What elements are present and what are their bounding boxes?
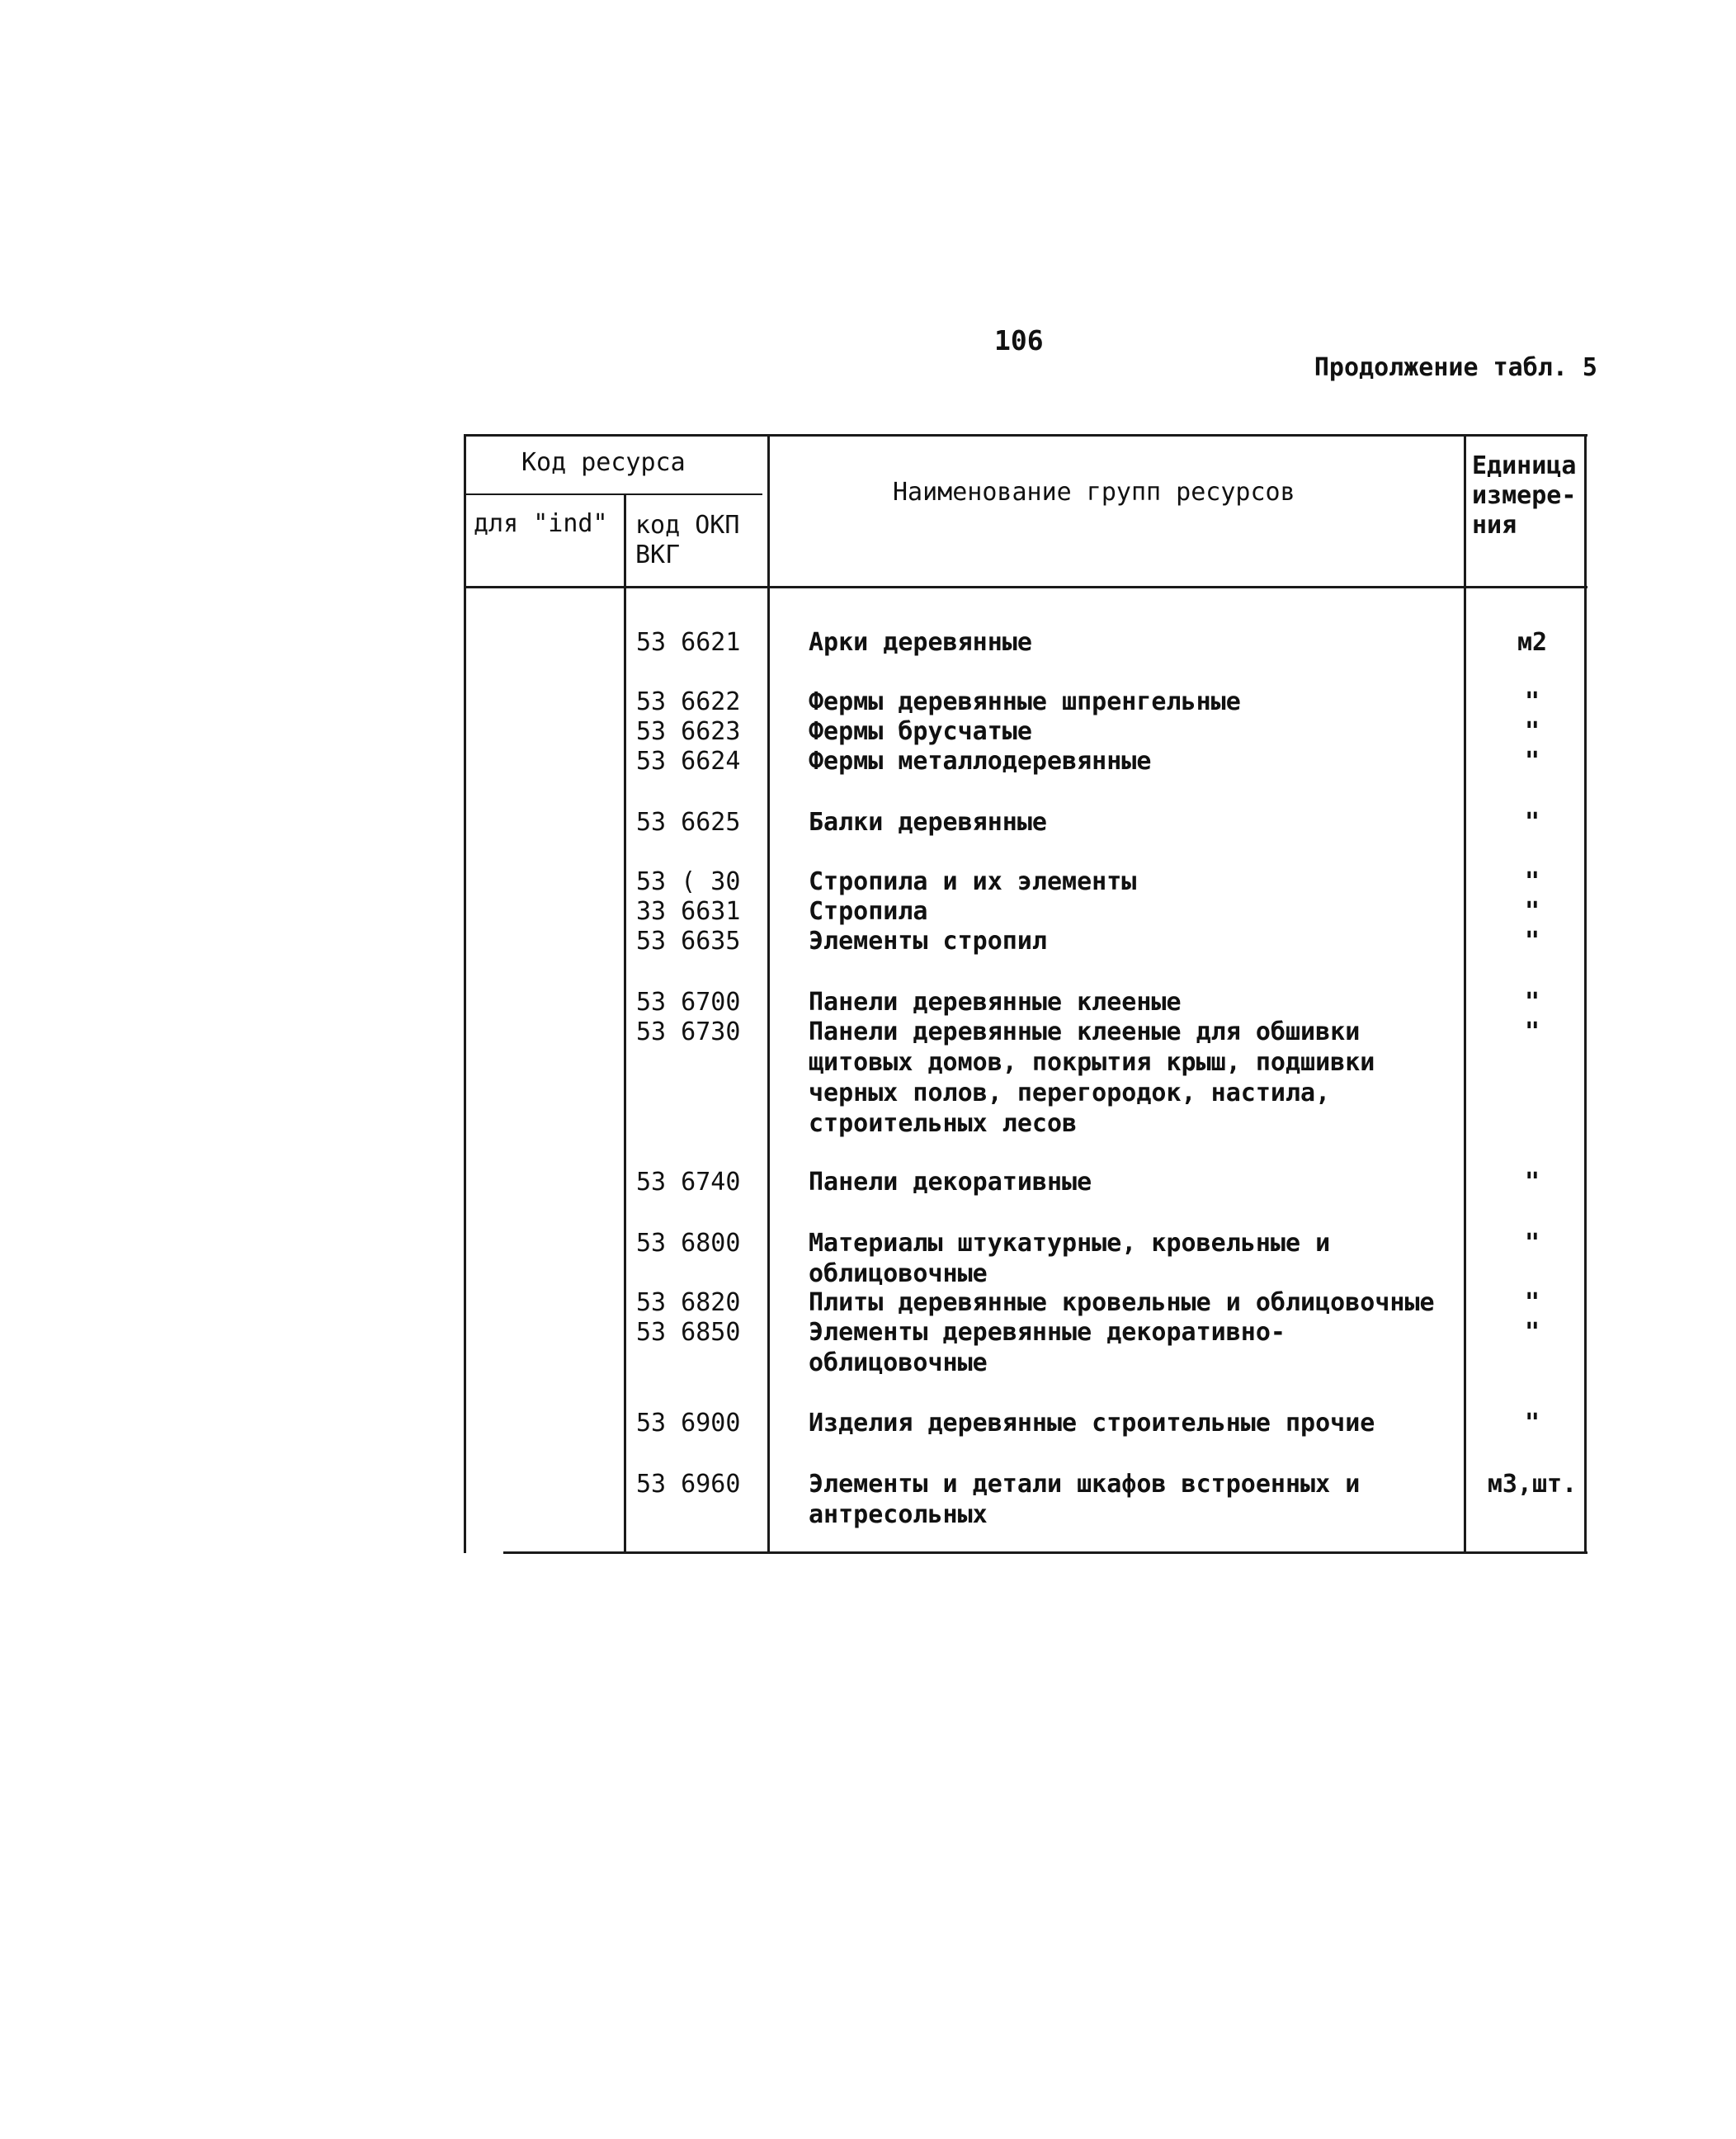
row-unit: ": [1524, 717, 1540, 746]
resource-table: [464, 434, 1587, 1553]
row-unit: ": [1524, 1168, 1540, 1197]
row-code: 53 6624: [636, 747, 741, 776]
header-unit-line2: измере-: [1472, 481, 1577, 510]
row-code: 53 6740: [636, 1168, 741, 1197]
row-unit: ": [1524, 927, 1540, 956]
row-name: Панели декоративные: [809, 1168, 1092, 1197]
col-divider-ind: [624, 493, 626, 1553]
header-sub-divider: [464, 493, 762, 495]
row-unit: м3,шт.: [1487, 1470, 1578, 1499]
row-code: 33 6631: [636, 897, 741, 926]
row-code: 53 6625: [636, 808, 741, 837]
header-resource-code: Код ресурса: [521, 448, 686, 477]
header-name: Наименование групп ресурсов: [893, 478, 1295, 507]
row-name: Плиты деревянные кровельные и облицовочные: [809, 1288, 1435, 1317]
header-okp-line2: ВКГ: [635, 541, 681, 569]
row-code: 53 6623: [636, 717, 741, 746]
row-name: Стропила и их элементы: [809, 867, 1137, 896]
row-unit: ": [1524, 808, 1540, 837]
header-unit-line1: Единица: [1472, 451, 1577, 480]
col-divider-name: [1464, 434, 1466, 1553]
header-okp-line1: код ОКП: [635, 511, 740, 540]
table-continuation-label: Продолжение табл. 5: [1314, 353, 1597, 382]
table-left-border: [464, 434, 466, 1553]
row-code: 53 6635: [636, 927, 741, 956]
row-name: Панели деревянные клееные для обшивки щитовых домов, покрытия крыш, подшивки черных полов, перегородок, настила, строительных лесов: [809, 1018, 1375, 1138]
table-top-border: [464, 434, 1587, 437]
row-code: 53 6960: [636, 1470, 741, 1499]
row-name: Элементы стропил: [809, 927, 1047, 956]
row-unit: ": [1524, 897, 1540, 926]
col-divider-code: [767, 434, 770, 1553]
row-code: 53 6800: [636, 1229, 741, 1258]
row-unit: ": [1524, 747, 1540, 776]
row-name: Фермы металлодеревянные: [809, 747, 1152, 776]
row-unit: м2: [1517, 628, 1548, 657]
row-unit: ": [1524, 988, 1540, 1017]
row-code: 53 6850: [636, 1318, 741, 1347]
header-bottom-border: [464, 586, 1587, 588]
row-code: 53 6700: [636, 988, 741, 1017]
row-unit: ": [1524, 1288, 1540, 1317]
row-name: Изделия деревянные строительные прочие: [809, 1409, 1375, 1438]
row-unit: ": [1524, 1318, 1540, 1347]
row-unit: ": [1524, 1229, 1540, 1258]
row-code: 53 6730: [636, 1018, 741, 1046]
row-unit: ": [1524, 687, 1540, 716]
row-code: 53 6820: [636, 1288, 741, 1317]
row-name: Панели деревянные клееные: [809, 988, 1182, 1017]
page-number: 106: [994, 324, 1044, 356]
row-name: Элементы и детали шкафов встроенных и антресольных: [809, 1470, 1361, 1529]
row-name: Элементы деревянные декоративно-облицовочные: [809, 1318, 1285, 1377]
row-unit: ": [1524, 1018, 1540, 1046]
row-code: 53 6622: [636, 687, 741, 716]
table-bottom-border: [503, 1551, 1587, 1554]
row-name: Арки деревянные: [809, 628, 1032, 657]
row-code: 53 6621: [636, 628, 741, 657]
row-name: Стропила: [809, 897, 928, 926]
row-unit: ": [1524, 867, 1540, 896]
row-code: 53 ( 30: [636, 867, 741, 896]
row-code: 53 6900: [636, 1409, 741, 1438]
header-unit-line3: ния: [1472, 511, 1517, 540]
row-name: Фермы деревянные шпренгельные: [809, 687, 1241, 716]
row-name: Балки деревянные: [809, 808, 1047, 837]
row-name: Материалы штукатурные, кровельные и облицовочные: [809, 1229, 1331, 1288]
row-name: Фермы брусчатые: [809, 717, 1032, 746]
header-ind: для "ind": [474, 509, 608, 538]
row-unit: ": [1524, 1409, 1540, 1438]
